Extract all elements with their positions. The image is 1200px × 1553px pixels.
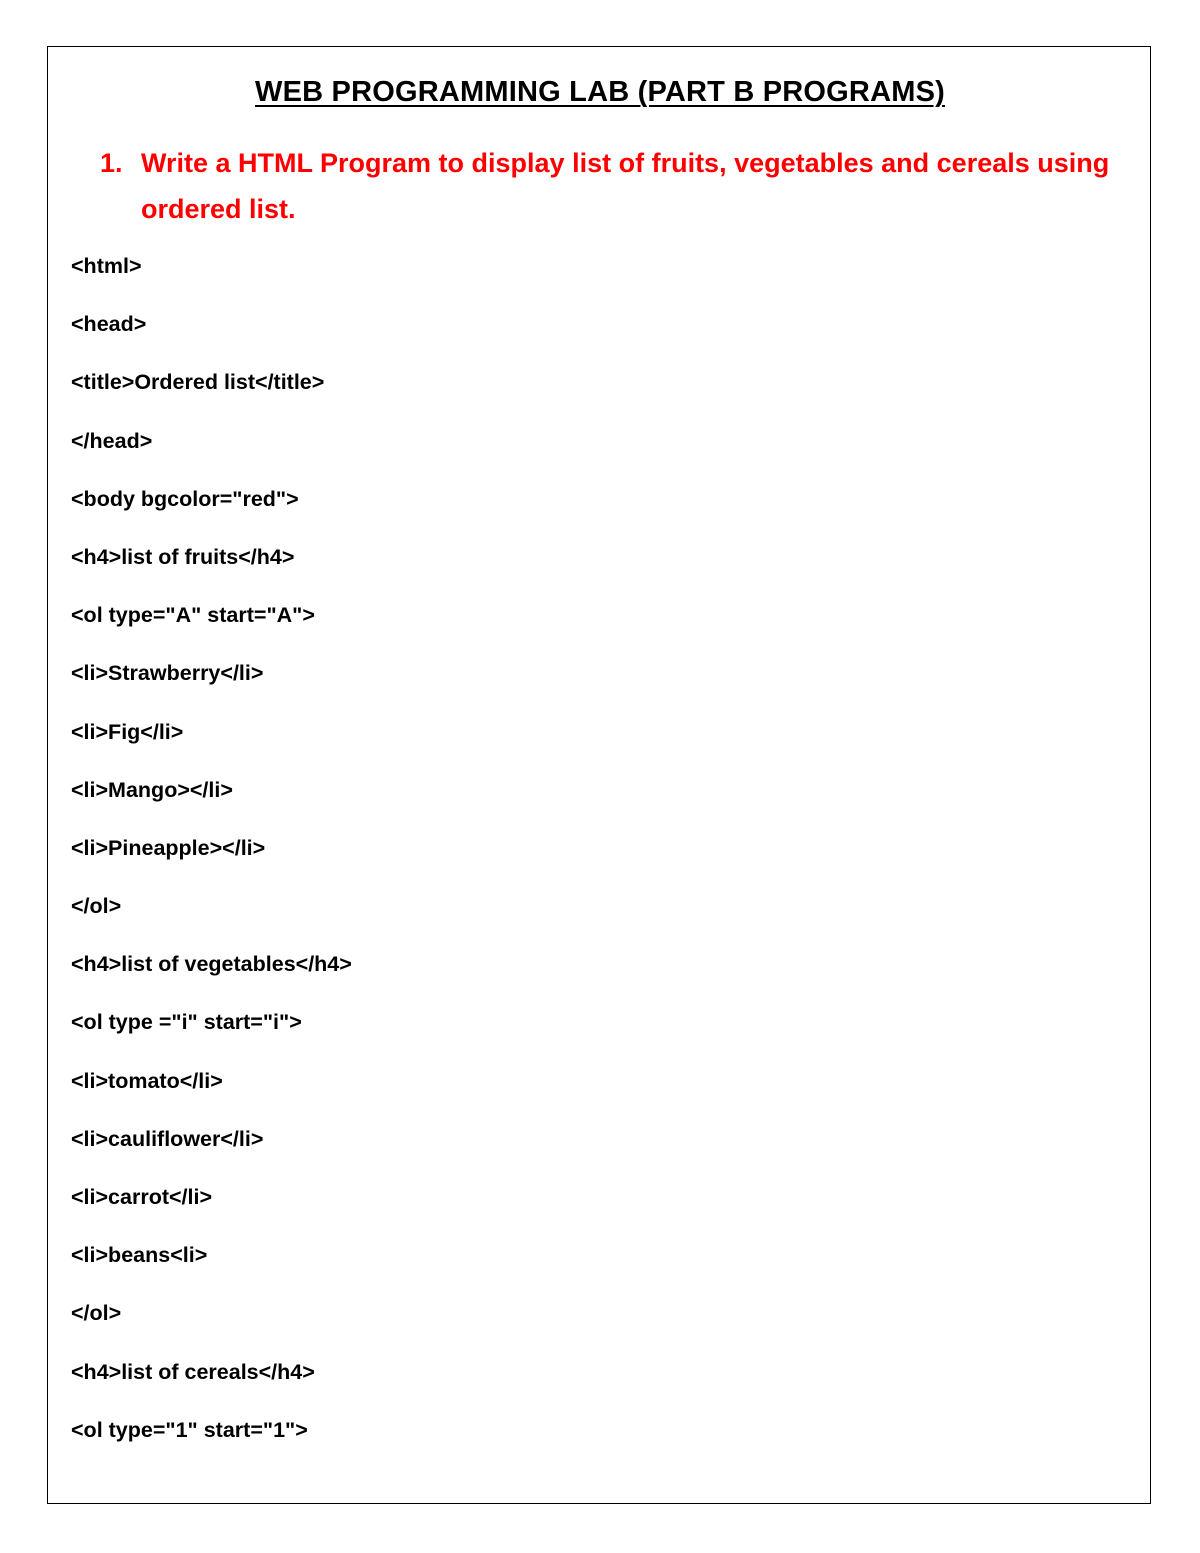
code-line: <h4>list of fruits</h4>: [71, 544, 295, 569]
code-line: <ol type ="i" start="i">: [71, 1010, 302, 1035]
code-line: <li>Strawberry</li>: [71, 661, 264, 686]
code-line: <li>Pineapple></li>: [71, 835, 266, 860]
code-line: <li>tomato</li>: [71, 1068, 223, 1093]
code-line: </head>: [71, 428, 153, 453]
code-line: <title>Ordered list</title>: [71, 370, 325, 395]
question-number: 1.: [100, 148, 123, 178]
code-line: <ol type="A" start="A">: [71, 603, 315, 628]
code-line: <li>Fig</li>: [71, 719, 184, 744]
code-line: <h4>list of cereals</h4>: [71, 1359, 315, 1384]
code-line: <body bgcolor="red">: [71, 486, 299, 511]
code-listing: [71, 250, 352, 1472]
code-line: <head>: [71, 312, 147, 337]
code-line: </ol>: [71, 894, 122, 919]
code-line: <h4>list of vegetables</h4>: [71, 952, 352, 977]
code-line: <li>cauliflower</li>: [71, 1126, 264, 1151]
code-line: <li>carrot</li>: [71, 1185, 213, 1209]
code-line: <li>beans<li>: [71, 1243, 208, 1268]
document-title: WEB PROGRAMMING LAB (PART B PROGRAMS): [255, 76, 945, 108]
question-text: Write a HTML Program to display list of fruits, vegetables and cereals using ordered list.: [141, 148, 1110, 224]
question-item: [100, 140, 1130, 232]
code-line: </ol>: [71, 1301, 122, 1326]
code-line: <ol type="1" start="1">: [71, 1417, 308, 1442]
code-line: <html>: [71, 254, 142, 278]
code-line: <li>Mango></li>: [71, 777, 233, 802]
